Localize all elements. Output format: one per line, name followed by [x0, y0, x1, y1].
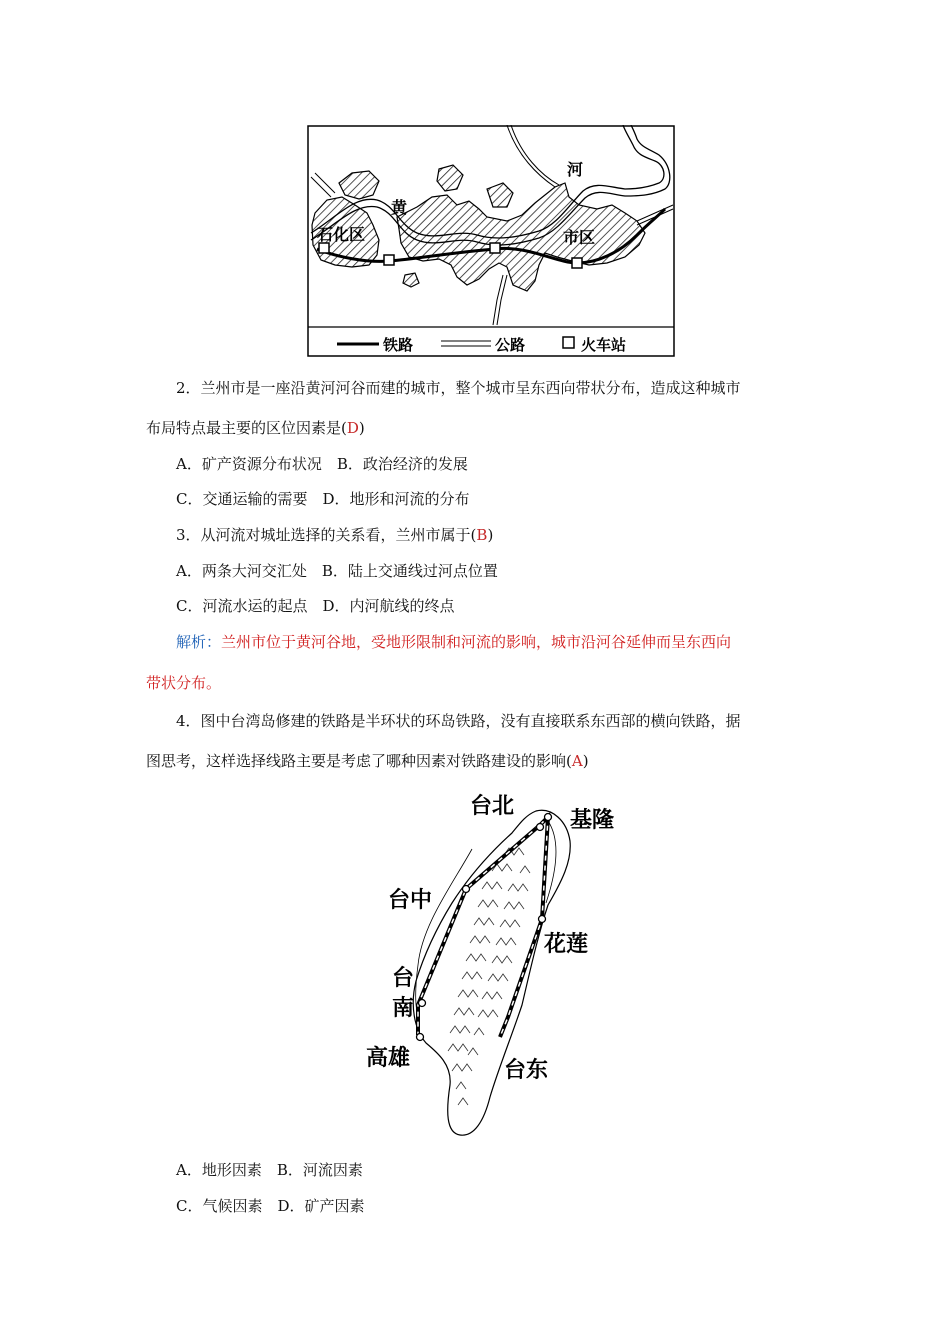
explanation-label: 解析：: [176, 633, 222, 651]
q2-stem-line1: 2．兰州市是一座沿黄河河谷而建的城市，整个城市呈东西向带状分布，造成这种城市: [176, 379, 741, 397]
label-tainan-1: 台: [392, 966, 415, 991]
label-huang: 黄: [391, 198, 408, 217]
q3-close: ): [487, 526, 494, 544]
label-shiqu: 市区: [563, 228, 596, 247]
label-he: 河: [567, 160, 584, 179]
q2-answer: D: [346, 419, 359, 437]
label-jilong: 基隆: [570, 808, 615, 833]
label-taibei: 台北: [470, 794, 515, 819]
q4-stem-text: 图思考，这样选择线路主要是考虑了哪种因素对铁路建设的影响(: [146, 752, 572, 770]
q3-stem: [176, 525, 493, 545]
q4-stem-line2: [146, 751, 589, 771]
legend-railway: 铁路: [383, 336, 414, 354]
q3-stem-text: 3．从河流对城址选择的关系看，兰州市属于(: [176, 526, 477, 544]
q2-options-cd: C．交通运输的需要 D．地形和河流的分布: [176, 490, 470, 508]
label-shihua: 石化区: [317, 225, 366, 244]
q3-options-cd: C．河流水运的起点 D．内河航线的终点: [176, 597, 455, 615]
q4-options-ab: A．地形因素 B．河流因素: [176, 1161, 363, 1179]
taiwan-map: [362, 785, 632, 1140]
legend-road: 公路: [495, 336, 526, 354]
lanzhou-map: [307, 125, 675, 357]
explanation-text1: 兰州市位于黄河谷地，受地形限制和河流的影响，城市沿河谷延伸而呈东西向: [221, 633, 732, 651]
q4-options-cd: C．气候因素 D．矿产因素: [176, 1197, 365, 1215]
q4-stem-line1: 4．图中台湾岛修建的铁路是半环状的环岛铁路，没有直接联系东西部的横向铁路，据: [176, 712, 741, 730]
label-gaoxiong: 高雄: [366, 1046, 411, 1071]
q2-options-ab: A．矿产资源分布状况 B．政治经济的发展: [176, 455, 468, 473]
q2-close: ): [358, 419, 365, 437]
q3-answer: B: [476, 526, 488, 544]
label-tainan-2: 南: [392, 996, 415, 1021]
q2-stem-text: 布局特点最主要的区位因素是(: [146, 419, 347, 437]
q3-options-ab: A．两条大河交汇处 B．陆上交通线过河点位置: [176, 562, 498, 580]
q4-close: ): [582, 752, 589, 770]
explanation-line2: 带状分布。: [146, 674, 222, 692]
explanation-line1: [176, 632, 731, 652]
q4-answer: A: [571, 752, 583, 770]
label-hualian: 花莲: [544, 932, 589, 957]
label-taizhong: 台中: [388, 888, 433, 913]
label-taidong: 台东: [504, 1058, 549, 1083]
legend-station: 火车站: [581, 336, 627, 354]
q2-stem-line2: [146, 418, 365, 438]
